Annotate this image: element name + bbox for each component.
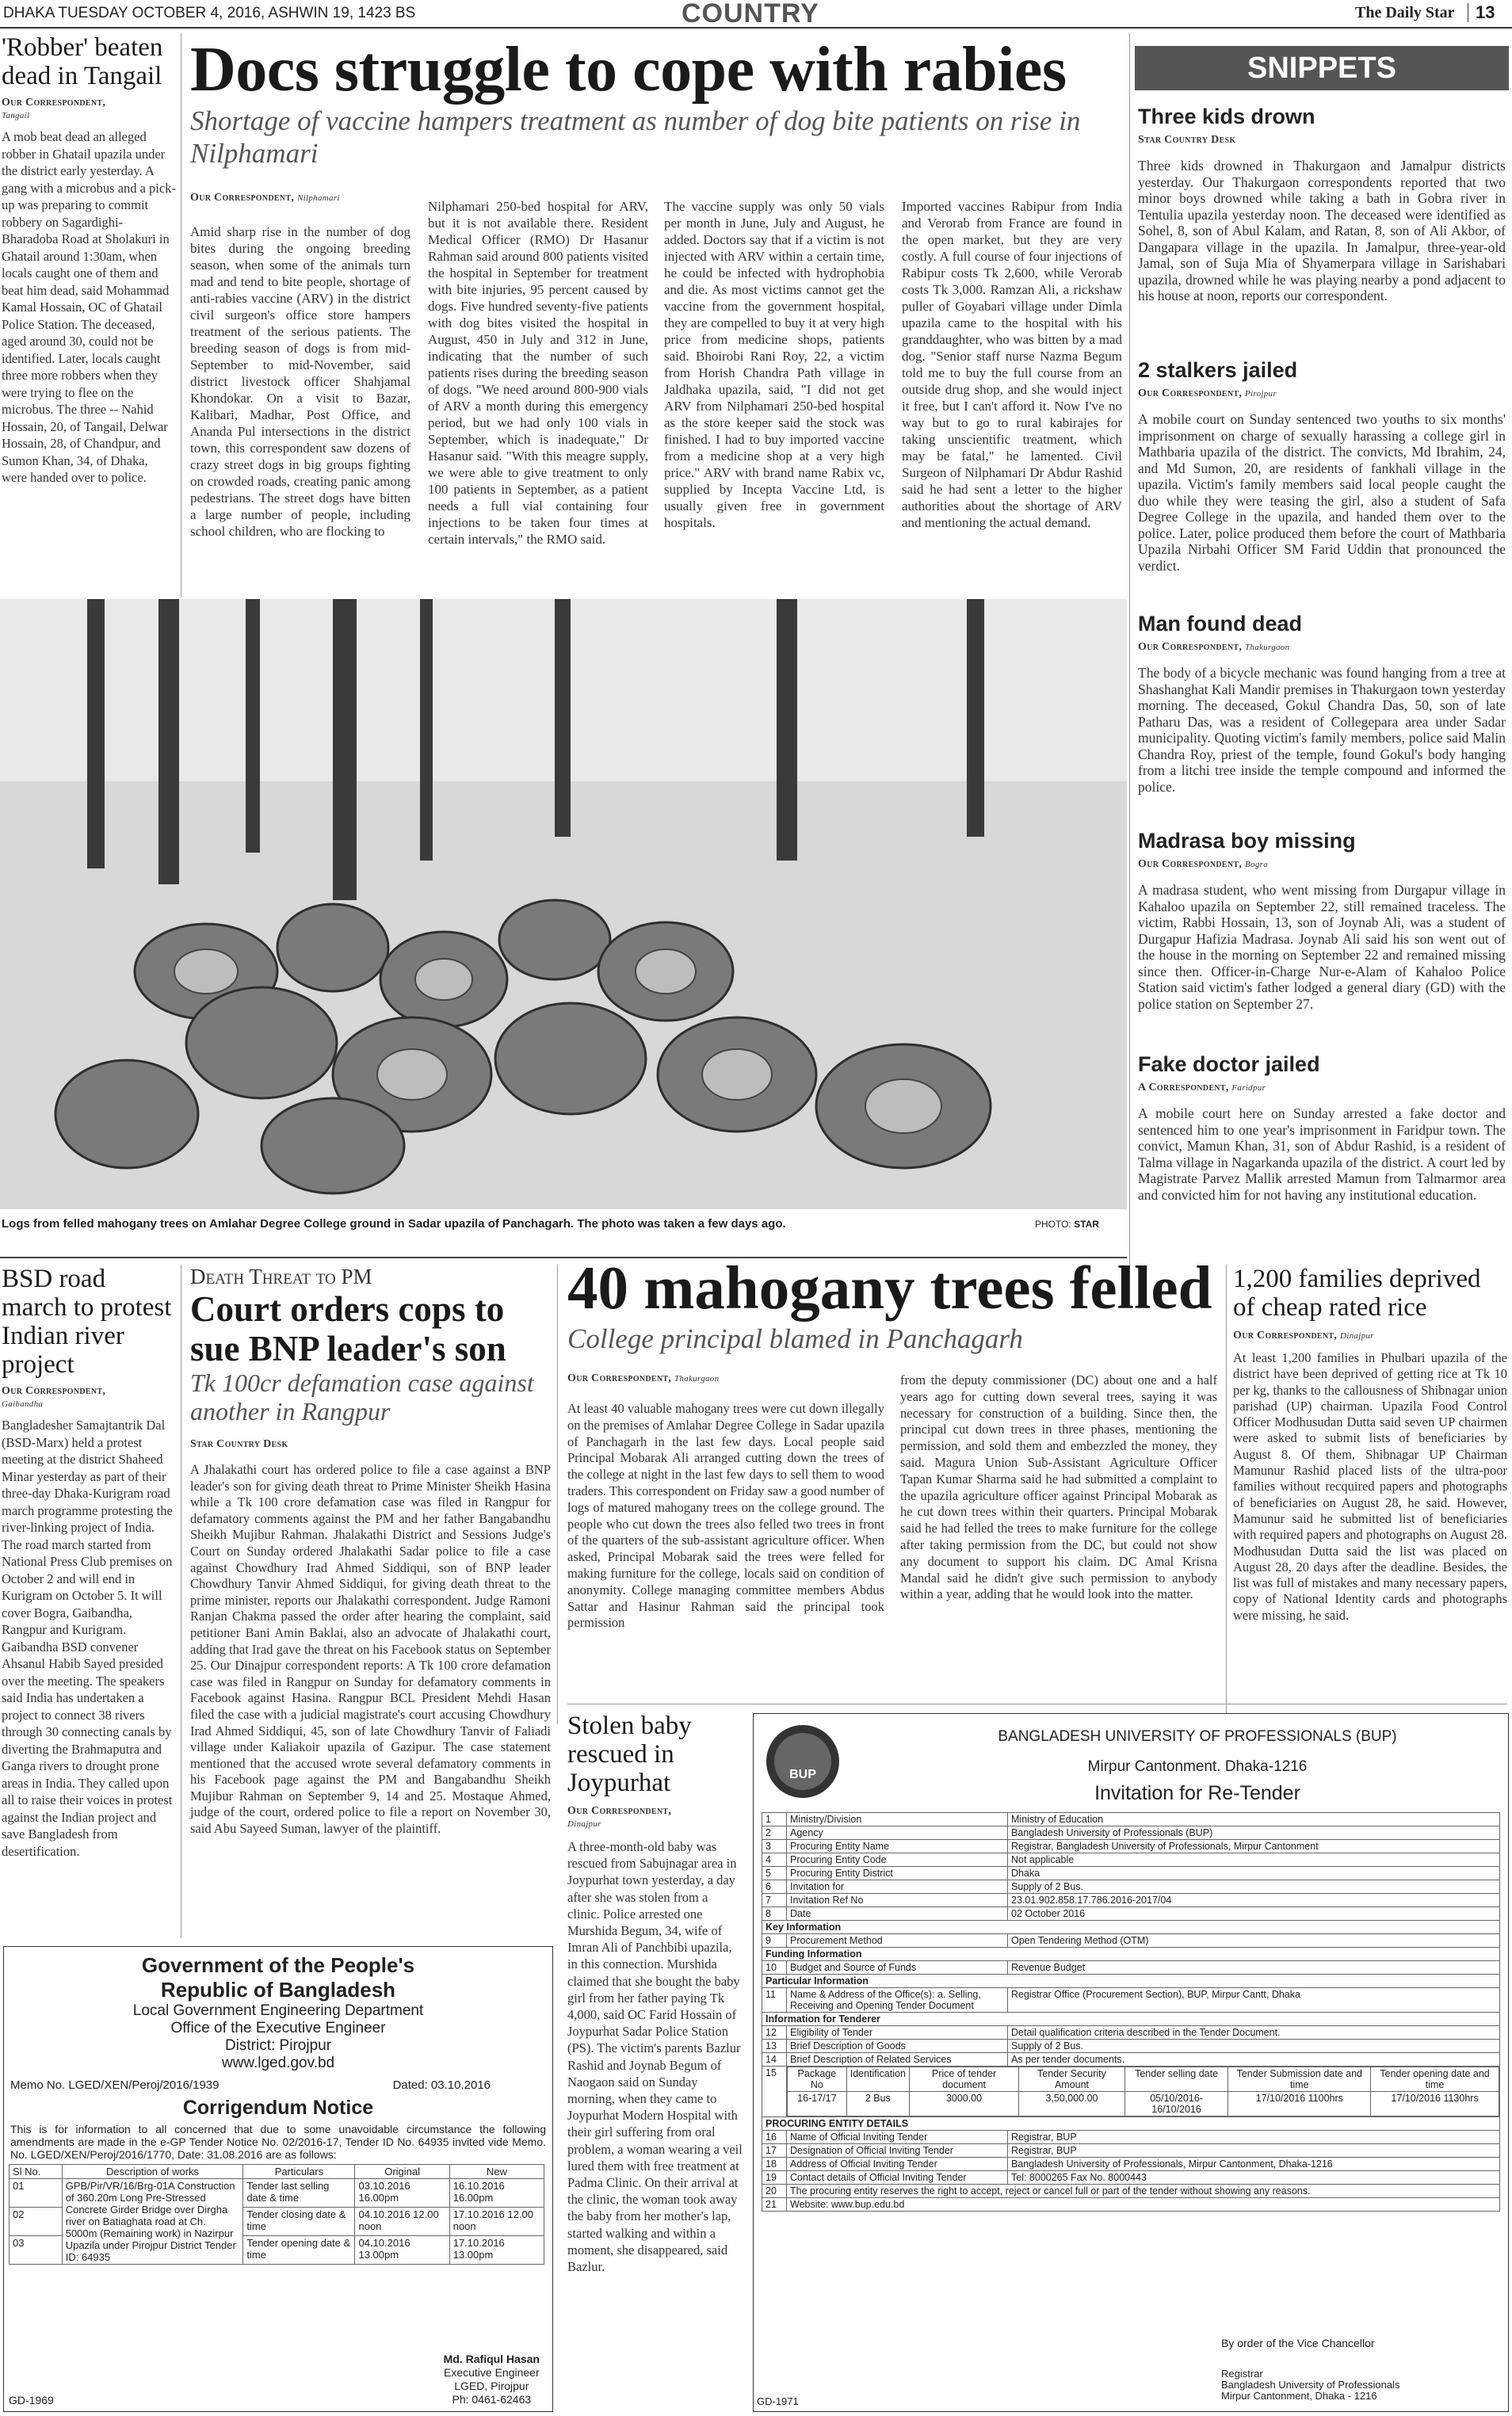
cell: 9	[762, 1934, 787, 1948]
cell: 16.10.2016 16.00pm	[449, 2179, 544, 2208]
snippets-banner	[1135, 46, 1509, 90]
byline: Our Correspondent, Pirojpur	[1138, 387, 1277, 399]
ad-notice-title: Corrigendum Notice	[182, 2097, 374, 2119]
byline: Our Correspondent, Bogra	[1138, 858, 1269, 870]
ad-signature: Md. Rafiqul Hasan Executive Engineer LGED, Pirojpur Ph: 0461-62463	[443, 2353, 540, 2406]
cell: 6	[762, 1880, 787, 1894]
cell: Detail qualification criteria described in the Tender Document.	[1008, 2026, 1500, 2040]
article-title: Docs struggle to cope with rabies	[190, 35, 1067, 105]
table-row	[762, 1894, 1500, 1907]
photo-credit: PHOTO: STAR	[1035, 1219, 1099, 1230]
snippet-title: Man found dead	[1138, 612, 1302, 635]
article-body-col1: At least 40 valuable mahogany trees were cut down illegally on the premises of Amlahar Degree College in Sadar upazila of Panchagarh in the last few days. Local people said Principal Mobarak Ali arranged cutting down the trees of the college at night in the last few days to sell them to wood traders. This correspondent on Friday saw a good number of logs of matured mahogany trees on the college ground. The people who cut down the trees also felled two trees in front of the quarters of the sub-assistant agriculture officer. When asked, Principal Mobarak said the trees were felled for making furniture for the college, locals said on condition of anonymity. College managing committee members Abdus Sattar and Hasinur Rahman said the principal took permission	[567, 1401, 884, 1631]
snippet-body: A mobile court on Sunday sentenced two youths to six months' imprisonment on charge of sexually harassing a college girl in Mathbaria upazila of the district. The convicts, Md Ibrahim, 24, and Md Sumon, 20, are residents of fankhali village in the upazila. Victim's family members said local people caught the duo while they were teasing the girl, also a student of Safa Degree College in the upazila, and handed them over to the police. Later, police produced them before the court of Mathbaria Upazila Nirbahi Officer SM Farid Uddin that pronounced the verdict.	[1138, 411, 1506, 574]
table-row	[762, 2117, 1500, 2131]
table-row	[762, 1907, 1500, 1921]
article-robber	[2, 33, 176, 487]
cell: 02	[10, 2208, 63, 2236]
cell: 13	[762, 2040, 787, 2053]
article-title: 'Robber' beaten dead in Tangail	[2, 33, 163, 90]
cell: Eligibility of Tender	[787, 2026, 1008, 2040]
photo-caption: Logs from felled mahogany trees on Amlahar Degree College ground in Sadar upazila of Panchagarh. The photo was taken a few days ago.	[2, 1217, 786, 1231]
cell: Registrar Office (Procurement Section), BUP, Mirpur Cantt, Dhaka	[1008, 1988, 1500, 2013]
byline: Our Correspondent, Dinajpur	[567, 1805, 672, 1829]
cell: 17	[762, 2144, 787, 2158]
paper-name: The Daily Star	[1355, 4, 1455, 21]
cell: 7	[762, 1894, 787, 1907]
cell: Revenue Budget	[1008, 1961, 1500, 1975]
cell: 23.01.902.858.17.786.2016-2017/04	[1008, 1894, 1500, 1907]
column-rule	[557, 1265, 558, 1724]
byline: Our Correspondent, Thakurgaon	[1138, 641, 1290, 653]
table-row	[10, 2179, 544, 2208]
cell: Invitation for	[787, 1880, 1008, 1894]
article-title: Court orders cops to sue BNP leader's son	[190, 1289, 506, 1368]
cell: As per tender documents.	[1008, 2053, 1500, 2067]
article-title: 1,200 families deprived of cheap rated rice	[1233, 1265, 1481, 1322]
table-row	[762, 1988, 1500, 2013]
col-header: Price of tender document	[909, 2067, 1018, 2092]
cell: Budget and Source of Funds	[787, 1961, 1008, 1975]
cell: 3,50,000.00	[1019, 2092, 1125, 2116]
cell: 11	[762, 1988, 787, 2013]
snippet-item	[1138, 612, 1506, 795]
col-header: Tender selling date	[1124, 2067, 1228, 2092]
cell: Tender last selling date & time	[243, 2179, 355, 2208]
cell: 02 October 2016	[1008, 1907, 1500, 1921]
article-title: Stolen baby rescued in Joypurhat	[567, 1712, 692, 1797]
cell: Open Tendering Method (OTM)	[1008, 1934, 1500, 1948]
byline: A Correspondent, Faridpur	[1138, 1082, 1266, 1093]
article-kicker: Death Threat to PM	[190, 1265, 372, 1288]
cell: 17.10.2016 12.00 noon	[449, 2208, 544, 2236]
cell: Procurement Method	[787, 1934, 1008, 1948]
article-bsd	[2, 1265, 176, 1860]
byline: Our Correspondent, Tangail	[2, 97, 106, 120]
col-header: Identification	[846, 2067, 909, 2092]
cell: 3	[762, 1840, 787, 1853]
cell: Dhaka	[1008, 1867, 1500, 1880]
col-header: Tender Security Amount	[1019, 2067, 1125, 2092]
advert-bup	[753, 1713, 1509, 2412]
col-header: Description of works	[62, 2165, 243, 2179]
cell: 05/10/2016-16/10/2016	[1124, 2092, 1228, 2116]
cell: 2	[762, 1826, 787, 1840]
cell: Tender closing date & time	[243, 2208, 355, 2236]
cell: 15	[762, 2067, 787, 2117]
table-row	[762, 1961, 1500, 1975]
article-body-col1: Amid sharp rise in the number of dog bites during the ongoing breeding season, when some of the animals turn mad and tend to bite people, shortage of anti-rabies vaccine (ARV) in the district civil surgeon's office store hampers treatment of the serious patients. The breeding season of dogs is from mid-September to mid-November, said district livestock officer Shahjamal Khondokar. On a visit to Bazar, Kalibari, Madhar, Post Office, and Ananda Pul intersections in the district town, this correspondent saw dozens of crazy street dogs in big groups fighting on crowded roads, creating panic among pedestrians. The street dogs have bitten a large number of people, including school children, who are flocking to	[190, 224, 410, 539]
section-label: PROCURING ENTITY DETAILS	[762, 2117, 1500, 2131]
table-row	[762, 1921, 1500, 1934]
column-rule	[1129, 33, 1130, 1269]
corrigendum-table	[9, 2164, 544, 2265]
article-body-col4: Imported vaccines Rabipur from India and Verorab from France are found in the open market, but they are very costly. A full course of four injections of Rabipur costs Tk 2,600, while Verorab costs Tk 3,000. Ramzan Ali, a rickshaw puller of Goyabari village under Dimla upazila came to the hospital with his granddaughter, who was bitten by a mad dog. "Senior staff nurse Nazma Begum told me to buy the full course from an outside drug shop, and she would inject it free, but I can't afford it. Now I've no way but to go to rural kabirajes for taking unscientific treatment, which may be fatal," he lamented. Civil Surgeon of Nilphamari Dr Abdur Rashid said he had sent a letter to the higher authorities about the shortage of ARV and mentioning the actual demand.	[902, 199, 1122, 530]
article-title: 40 mahogany trees felled	[567, 1254, 1212, 1322]
col-header: New	[449, 2165, 544, 2179]
article-body-col2: from the deputy commissioner (DC) about one and a half years ago for cutting down several trees, saying it was necessary for construction of a building. Since then, the principal cut down trees in three phases, mentioning the permission, and sold them and embezzled the money, they said. Magura Union Sub-Assistant Agriculture Officer Tapan Kumar Sharma said he had submitted a complaint to the upazila agriculture officer against Principal Mobarak as he cut down trees within their quarters. Principal Mobarak said he had felled the trees to make furniture for the college after taking permission from the DC, but could not show any document to support his claim. DC Amal Krisna Mandal said he didn't give such permission to anybody within a year, adding that he would look into the matter.	[900, 1372, 1217, 1602]
cell: Registrar, Bangladesh University of Professionals, Mirpur Cantonment	[1008, 1840, 1500, 1853]
table-row	[762, 2144, 1500, 2158]
cell: 04.10.2016 13.00pm	[355, 2236, 449, 2265]
ad-gd-number: GD-1971	[757, 2395, 799, 2407]
cell: 04.10.2016 12.00 noon	[355, 2208, 449, 2236]
ad-district: District: Pirojpur	[224, 2037, 332, 2054]
ad-memo-line: Memo No. LGED/XEN/Peroj/2016/1939 Dated: 03.10.2016	[10, 2078, 491, 2092]
cell: 21	[762, 2198, 787, 2212]
cell: Procuring Entity Code	[787, 1853, 1008, 1867]
snippets-header: SNIPPETS	[1247, 52, 1396, 85]
table-row	[762, 1867, 1500, 1880]
cell: Bangladesh University of Professionals (BUP)	[1008, 1826, 1500, 1840]
article-body-col2: Nilphamari 250-bed hospital for ARV, but it is not available there. Resident Medical Officer (RMO) Dr Hasanur Rahman said around 800 patients visited the hospital in September for treatment with bite injuries, 95 percent caused by dogs. Five hundred seventy-five patients with dog bites visited the hospital in August, 450 in July and 312 in June, indicating that the number of such patients rises during the breeding season of dogs. "We need around 800-900 vials of ARV a month during this emergency period, but we had only 100 vials in September, which is inadequate," Dr Hasanur said. "With this meagre supply, we were able to give treatment to only 100 patients in September, as a patient needs a full vial containing four injections to be taken four times at certain intervals," the RMO said.	[428, 199, 648, 547]
ad-intro: This is for information to all concerned that due to some unavoidable circumstance the following amendments are made in the e-GP Tender Notice No. 02/2016-17, Tender ID No. 64935 invited vide Memo. No. LGED/XEN/Peroj/2016/1770, Date: 31.08.2016 are as follows:	[10, 2123, 546, 2161]
table-row	[762, 2013, 1500, 2026]
snippet-item	[1138, 358, 1506, 574]
section-label: Information for Tenderer	[762, 2013, 1500, 2026]
cell: Tel: 8000265 Fax No. 8000443	[1008, 2171, 1500, 2185]
byline: Our Correspondent, Thakurgaon	[567, 1372, 720, 1384]
cell: Tender opening date & time	[243, 2236, 355, 2265]
cell: Not applicable	[1008, 1853, 1500, 1867]
cell: 12	[762, 2026, 787, 2040]
ad-order: By order of the Vice Chancellor	[1221, 2337, 1375, 2349]
byline: Star Country Desk	[190, 1438, 288, 1450]
snippet-title: 2 stalkers jailed	[1138, 358, 1298, 382]
ad-org: BANGLADESH UNIVERSITY OF PROFESSIONALS (BUP)	[998, 1728, 1397, 1745]
table-row	[762, 2026, 1500, 2040]
table-row	[762, 1880, 1500, 1894]
cell: The procuring entity reserves the right to accept, reject or cancel full or part of the tender without showing any reasons.	[787, 2185, 1500, 2198]
ad-address: Mirpur Cantonment. Dhaka-1216	[1087, 1758, 1308, 1775]
cell: Ministry/Division	[787, 1813, 1008, 1826]
cell: 18	[762, 2158, 787, 2171]
cell: 8	[762, 1907, 787, 1921]
cell: 5	[762, 1867, 787, 1880]
table-row	[762, 2185, 1500, 2198]
cell: 4	[762, 1853, 787, 1867]
table-header	[10, 2165, 544, 2179]
cell: Registrar, BUP	[1008, 2131, 1500, 2144]
ad-title: Invitation for Re-Tender	[1094, 1782, 1300, 1804]
cell[interactable]: Website: www.bup.edu.bd	[787, 2198, 1500, 2212]
cell: Date	[787, 1907, 1008, 1921]
package-header-row	[762, 2067, 1500, 2117]
cell: 3000.00	[909, 2092, 1018, 2116]
article-body: A Jhalakathi court has ordered police to file a case against a BNP leader's son for giving death threat to Prime Minister Sheikh Hasina while a Tk 100 crore defamation case was filed in Rangpur for defamatory comments against the PM and her father Bangabandhu Sheikh Mujibur Rahman. Jhalakathi District and Sessions Judge's Court on Sunday ordered Jhalakathi Sadar police to file a case against Chowdhury Irad Ahmed Siddiqui, son of BNP leader Chowdhury Tanvir Ahmed Siddiqui, for giving death threat to the prime minister, reports our Jhalakathi correspondent. Judge Ramoni Ranjan Chakma passed the order after hearing the complaint, said petitioner Bani Amin Baklai, also an advocate of Jhalakathi court, adding that Irad gave the threat on his Facebook status on September 25. Our Dinajpur correspondent reports: A Tk 100 crore defamation case was filed in Rangpur on Sunday for defamatory comments in Facebook against Hasina. Rangpur BCL President Mehdi Hasan filed the case with a judicial magistrate's court accusing Chowdhury Irad Ahmed Siddiqui, 45, son of late Chowdhury Tanvir of Faliadi village under Kaliakoir upazila of Gazipur. The case statement mentioned that the accused wrote several defamatory comments in his Facebook page against the PM and Bangabandhu Sheikh Mujibur Rahman on September 9, 14 and 25. Mostaque Ahmed, judge of the court, ordered police to file a report on November 30, said Abu Sayeed Suman, lawyer of the plaintiff.	[190, 1462, 551, 1837]
section-label: Particular Information	[762, 1975, 1500, 1988]
snippet-title: Three kids drown	[1138, 105, 1315, 128]
ad-heading: Republic of Bangladesh	[160, 1978, 396, 2002]
cell: Name of Official Inviting Tender	[787, 2131, 1008, 2144]
ad-website[interactable]: www.lged.gov.bd	[221, 2055, 335, 2071]
col-header: Particulars	[243, 2165, 355, 2179]
ad-signature: Registrar Bangladesh University of Professionals Mirpur Cantonment, Dhaka - 1216	[1221, 2368, 1400, 2402]
article-rabies	[190, 35, 1133, 204]
article-stolen-baby	[567, 1712, 743, 2275]
cell: Procuring Entity Name	[787, 1840, 1008, 1853]
cell: 19	[762, 2171, 787, 2185]
ad-dept: Local Government Engineering Department	[132, 2002, 424, 2019]
article-deck: College principal blamed in Panchagarh	[567, 1323, 1023, 1354]
snippet-item	[1138, 829, 1506, 1012]
cell: Address of Official Inviting Tender	[787, 2158, 1008, 2171]
col-header: Tender Submission date and time	[1228, 2067, 1371, 2092]
table-row	[762, 1934, 1500, 1948]
table-row	[762, 1948, 1500, 1961]
table-row	[762, 2171, 1500, 2185]
byline: Our Correspondent, Gaibandha	[2, 1385, 106, 1409]
table-row	[762, 1826, 1500, 1840]
cell: Designation of Official Inviting Tender	[787, 2144, 1008, 2158]
snippet-body: Three kids drowned in Thakurgaon and Jamalpur districts yesterday. Our Thakurgaon correspondents reported that two minor boys drowned while taking a bath in Gobra river in Tentulia upazila yesterday noon. The deceased were identified as Sohel, 8, son of Abul Kalam, and Ratan, 8, son of Ali Akbor, of Dangapara village in the upazila. In Jamalpur, three-year-old Jamal, son of Suja Mia of Shyamerpara village in Sarishabari upazila, drowned while he was playing nearby a pond adjacent to his house at noon, reports our correspondent.	[1138, 158, 1506, 303]
cell: 1	[762, 1813, 787, 1826]
cell: GPB/Pir/VR/16/Brg-01A Construction of 360.20m Long Pre-Stressed Concrete Girder Bridge over Dirgha river on Batiaghata road at Ch. 5000m (Remaining work) in Nazirpur Upazila under Pirojpur District Tender ID: 64935	[62, 2179, 243, 2265]
snippet-item	[1138, 1052, 1506, 1203]
table-row	[762, 2198, 1500, 2212]
byline: Our Correspondent, Nilphamari	[190, 192, 340, 204]
cell: Name & Address of the Office(s): a. Selling, Receiving and Opening Tender Document	[787, 1988, 1008, 2013]
cell: 16	[762, 2131, 787, 2144]
column-rule	[1226, 1265, 1227, 1724]
cell: Supply of 2 Bus.	[1008, 2040, 1500, 2053]
cell: 14	[762, 2053, 787, 2067]
ad-heading: Government of the People's	[141, 1953, 415, 1977]
snippet-title: Fake doctor jailed	[1138, 1052, 1320, 1076]
section-label: Funding Information	[762, 1948, 1500, 1961]
byline: Our Correspondent, Dinajpur	[1233, 1330, 1374, 1342]
cell: 03	[10, 2236, 63, 2265]
cell: Ministry of Education	[1008, 1813, 1500, 1826]
cell: 17.10.2016 13.00pm	[449, 2236, 544, 2265]
article-body: At least 1,200 families in Phulbari upazila of the district have been deprived of getting rice at Tk 10 per kg, thanks to the callousness of Shibnagar union parishad (UP) chairman. Upazila Food Control Officer Modhusudan Dutta said seven UP chairmen were asked to submit lists of beneficiaries by August 8. Of them, Shibnagar UP Chairman Mamunur Rashid placed lists of the ultra-poor families without recquired papers and photographs of beneficiaries on August 28, he said. However, Mamunur said he submitted list of beneficiaries with required papers and photographs on August 28. Modhusudan Dutta said the list was placed on August 28, 20 days after the deadline. Besides, the list was full of mistakes and many necessary papers, copy of National Identity cards and photographs were missing, he said.	[1233, 1350, 1507, 1623]
snippet-item	[1138, 105, 1506, 304]
article-mahogany	[567, 1252, 1217, 1385]
col-header: Package No	[788, 2067, 847, 2092]
snippet-body: The body of a bicycle mechanic was found hanging from a tree at Shashanghat Kali Mandir premises in Thakurgaon town yesterday morning. The deceased, Gokul Chandra Das, 50, son of late Patharu Das, was a resident of Collegepara area under Sadar municipality. Quoting victim's family members, police said Malin Chandra Roy, priest of the temple, found Gokul's body hanging from a litchi tree inside the temple compound and informed the police.	[1138, 665, 1506, 795]
col-header: Original	[355, 2165, 449, 2179]
cell: Procuring Entity District	[787, 1867, 1008, 1880]
news-photo	[0, 599, 1127, 1209]
cell: 03.10.2016 16.00pm	[355, 2179, 449, 2208]
snippet-body: A mobile court here on Sunday arrested a fake doctor and sentenced him to one year's imprisonment in Faridpur town. The convict, Mamun Khan, 31, son of Abdur Rashid, is a resident of Talma village in Nagarkanda upazila of the district. A court led by Magistrate Parvez Mallik arrested Mamun from Talmarmor area and convicted him for not having any institutional education.	[1138, 1105, 1506, 1203]
ad-gd-number: GD-1969	[9, 2394, 54, 2406]
page-number: 13	[1476, 2, 1495, 22]
table-row	[762, 1840, 1500, 1853]
table-row	[762, 2040, 1500, 2053]
cell: Supply of 2 Bus.	[1008, 1880, 1500, 1894]
cell: 16-17/17	[788, 2092, 847, 2116]
cell: 10	[762, 1961, 787, 1975]
table-row	[762, 1853, 1500, 1867]
article-body-col3: The vaccine supply was only 50 vials per month in June, July and August, he added. Doctors say that if a victim is not injected with ARV within a certain time, he could be infected with hydrophobia and die. As most victims cannot get the vaccine from the government hospital, they are compelled to buy it at very high price from medicine shops, patients said. Bhoirobi Rani Roy, 22, a victim from Horish Chandra Path village in Jaldhaka upazila, said, "I did not get ARV from Nilphamari 250-bed hospital as the store keeper said the stock was finished. I had to buy imported vaccine from a medicine shop at a very high price." ARV with brand name Rabix vc, supplied by Incepta Vaccine Ltd, is usually given free in government hospitals.	[664, 199, 884, 530]
section-title: COUNTRY	[682, 0, 819, 29]
col-header: Tender opening date and time	[1371, 2067, 1499, 2092]
cell: Brief Description of Related Services	[787, 2053, 1008, 2067]
article-title: BSD road march to protest Indian river project	[2, 1265, 172, 1379]
cell: 20	[762, 2185, 787, 2198]
byline: Star Country Desk	[1138, 134, 1236, 146]
snippet-body: A madrasa student, who went missing from Durgapur village in Kahaloo upazila on September 22, still remained traceless. The victim, Rabbi Hossain, 13, son of Joynab Ali, was a student of Durgapur Hafizia Madrasa. Joynab Ali said his son went out of the house in the morning on September 22 and remained missing since then. Officer-in-Charge Nur-e-Alam of Kahaloo Police Station said victim's father lodged a general diary (GD) with the police station on September 27.	[1138, 882, 1506, 1012]
article-body: A three-month-old baby was rescued from Sabujnagar area in Joypurhat town yesterday, a day after she was stolen from a clinic. Police arrested one Murshida Begum, 34, wife of Imran Ali of Panchbibi upazila, in this connection. Murshida claimed that she bought the baby girl from her father paying Tk 4,000, said OC Farid Hossain of Joypurhat Sadar Police Station (PS). The victim's parents Bazlur Rashid and Joynab Begum of Naogaon said on Sunday morning, when they came to Joypurhat Modern Hospital with their girl suffering from oral problem, a woman wearing a veil lured them with free treatment at Padma Clinic. On their arrival at the clinic, the woman took away the baby from her mother's lap, started walking and within a moment, she disappeared, said Bazlur.	[567, 1839, 743, 2275]
table-row	[762, 2158, 1500, 2171]
cell: 2 Bus	[846, 2092, 909, 2116]
article-deck: Tk 100cr defamation case against another in Rangpur	[190, 1368, 534, 1426]
cell: 17/10/2016 1130hrs	[1371, 2092, 1499, 2116]
article-body: Bangladesher Samajtantrik Dal (BSD-Marx) held a protest meeting at the district Shaheed Minar yesterday as part of their three-day Dhaka-Kurigram road march programme protesting the river-linking project of India. The road march started from National Press Club premises on October 2 and will end in Kurigram on October 5. It will cover Bogra, Gaibandha, Rangpur and Kurigram. Gaibandha BSD convener Ahsanul Habib Sayed presided over the meeting. The speakers said India has undertaken a project to connect 38 rivers through 30 connecting canals by diverting the Brahmaputra and Ganga rivers to drought prone areas in India. They called upon all to raise their voices in protest against the Indian project and save Bangladesh from desertification.	[2, 1418, 173, 1859]
table-row	[762, 2053, 1500, 2067]
cell: Invitation Ref No	[787, 1894, 1008, 1907]
table-row	[762, 1975, 1500, 1988]
tender-table	[762, 1812, 1500, 2212]
bup-logo	[766, 1725, 839, 1798]
page-header	[0, 0, 1512, 29]
article-families	[1233, 1265, 1507, 1624]
cell: 01	[10, 2179, 63, 2208]
logs-illustration	[0, 599, 1127, 1209]
article-court	[190, 1265, 551, 1838]
advert-lged	[3, 1946, 553, 2412]
cell: Bangladesh University of Professionals, Mirpur Cantonment, Dhaka-1216	[1008, 2158, 1500, 2171]
logo-text: BUP	[789, 1768, 816, 1781]
table-row	[762, 1813, 1500, 1826]
article-body: A mob beat dead an alleged robber in Ghatail upazila under the district early yesterday. A gang with a microbus and a pick-up was preparing to commit robbery on Sagardighi-Bharadoba Road at Sholakuri in Ghatail around 1:30am, when locals caught one of them and beat him dead, said Mohammad Kamal Hossain, OC of Ghatail Police Station. The deceased, aged around 30, could not be identified. Later, locals caught three more robbers when they were trying to flee on the microbus. The three -- Nahid Hossain, 20, of Tangail, Delwar Hossain, 28, of Chandpur, and Sumon Khan, 34, of Dhaka, were handed over to police.	[2, 129, 176, 485]
cell: Registrar, BUP	[1008, 2144, 1500, 2158]
article-deck: Shortage of vaccine hampers treatment as number of dog bite patients on rise in Nilphamari	[190, 105, 1081, 169]
cell: Agency	[787, 1826, 1008, 1840]
ad-office: Office of the Executive Engineer	[170, 2020, 386, 2036]
col-header: Sl No.	[10, 2165, 63, 2179]
section-label: Key Information	[762, 1921, 1500, 1934]
cell: 17/10/2016 1100hrs	[1228, 2092, 1371, 2116]
cell: Brief Description of Goods	[787, 2040, 1008, 2053]
cell: Contact details of Official Inviting Tender	[787, 2171, 1008, 2185]
dateline: DHAKA TUESDAY OCTOBER 4, 2016, ASHWIN 19, 1423 BS	[3, 5, 416, 21]
table-row	[762, 2131, 1500, 2144]
snippet-title: Madrasa boy missing	[1138, 829, 1356, 853]
